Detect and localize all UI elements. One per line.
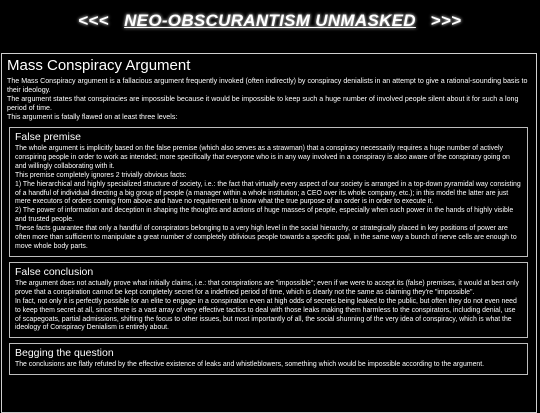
section-paragraph: 2) The power of information and deception in shaping the thoughts and actions of huge masses of people, especially when such power in the hands of highly visible and trusted people. — [15, 207, 514, 224]
intro-paragraph-1: The Mass Conspiracy argument is a fallacious argument frequently invoked (often indirectly) by conspiracy denialists in an attempt to give a rational-sounding basis to their ideology. — [7, 77, 528, 94]
section-heading: False conclusion — [15, 265, 94, 278]
section-paragraph: This premise completely ignores 2 trivially obvious facts: — [15, 171, 187, 179]
section-false-conclusion — [9, 262, 528, 338]
section-paragraph: The conclusions are flatly refuted by the effective existence of leaks and whistleblowers, something which would be impossible according to the argument. — [15, 361, 485, 369]
intro-paragraph-2: The argument states that conspiracies are impossible because it would be impossible to keep such a huge number of involved people silent about it for such a long period of time. — [7, 95, 519, 112]
section-paragraph: These facts guarantee that only a handful of conspirators belonging to a very high level in the social hierarchy, or strategically placed in key positions of power are often more than sufficient to manipulate a great number of completely oblivious people towards a specific goal, in the same way a bunch of nerve cells are enough to move whole body parts. — [15, 225, 517, 250]
site-title-link[interactable]: NEO-OBSCURANTISM UNMASKED — [124, 11, 416, 30]
section-false-premise — [9, 127, 528, 257]
site-banner — [0, 0, 540, 42]
section-paragraph: The whole argument is implicitly based on the false premise (which also serves as a strawman) that a conspiracy necessarily requires a huge number of actively conspiring people in order to work as intended; more specifically that everyone who is in any way involved in a conspiracy is also aware of the conspiracy going on and willingly collaborating with it. — [15, 145, 510, 170]
section-heading: Begging the question — [15, 347, 114, 360]
section-heading: False premise — [15, 131, 81, 143]
article-title: Mass Conspiracy Argument — [7, 57, 191, 74]
article-panel — [1, 53, 537, 413]
intro-paragraph-3: This argument is fatally flawed on at least three levels: — [7, 113, 178, 121]
left-arrows[interactable]: <<< — [78, 11, 110, 30]
section-begging-the-question — [9, 343, 528, 375]
section-paragraph: In fact, not only it is perfectly possible for an elite to engage in a conspiration even at high odds of secrets being leaked to the public, but often they do not even need to keep them secret at all, since there is a vast array of very effective tactics to deal with those leaks making them harmless to the conspirators, including denial, use of scapegoats, partial admissions, shifting the focus to other issues, but most importantly of all, the social shunning of the very idea of conspiracy, which is what the ideology of Conspiracy Denialism is entirely about. — [15, 297, 517, 332]
section-paragraph: The argument does not actually prove what initially claims, i.e.: that conspirations are "impossible"; even if we were to accept its (false) premises, it would at best only prove that a conspiration cannot be kept completely secret for a indefined period of time, which is clearly not the same as claiming they're "impossible". — [15, 279, 519, 296]
right-arrows[interactable]: >>> — [430, 11, 462, 30]
section-paragraph: 1) The hierarchical and highly specialized structure of society, i.e.: the fact that virtually every aspect of our society is arranged in a top-down pyramidal way consisting of a handful of individual directing a big group of people (a manager within a whole institution; a CEO over its whole company, etc.); in this model the latter are just mere executors of orders coming from above and have no requirement to know what the true purpose of an order is in order to execute it. — [15, 180, 521, 206]
